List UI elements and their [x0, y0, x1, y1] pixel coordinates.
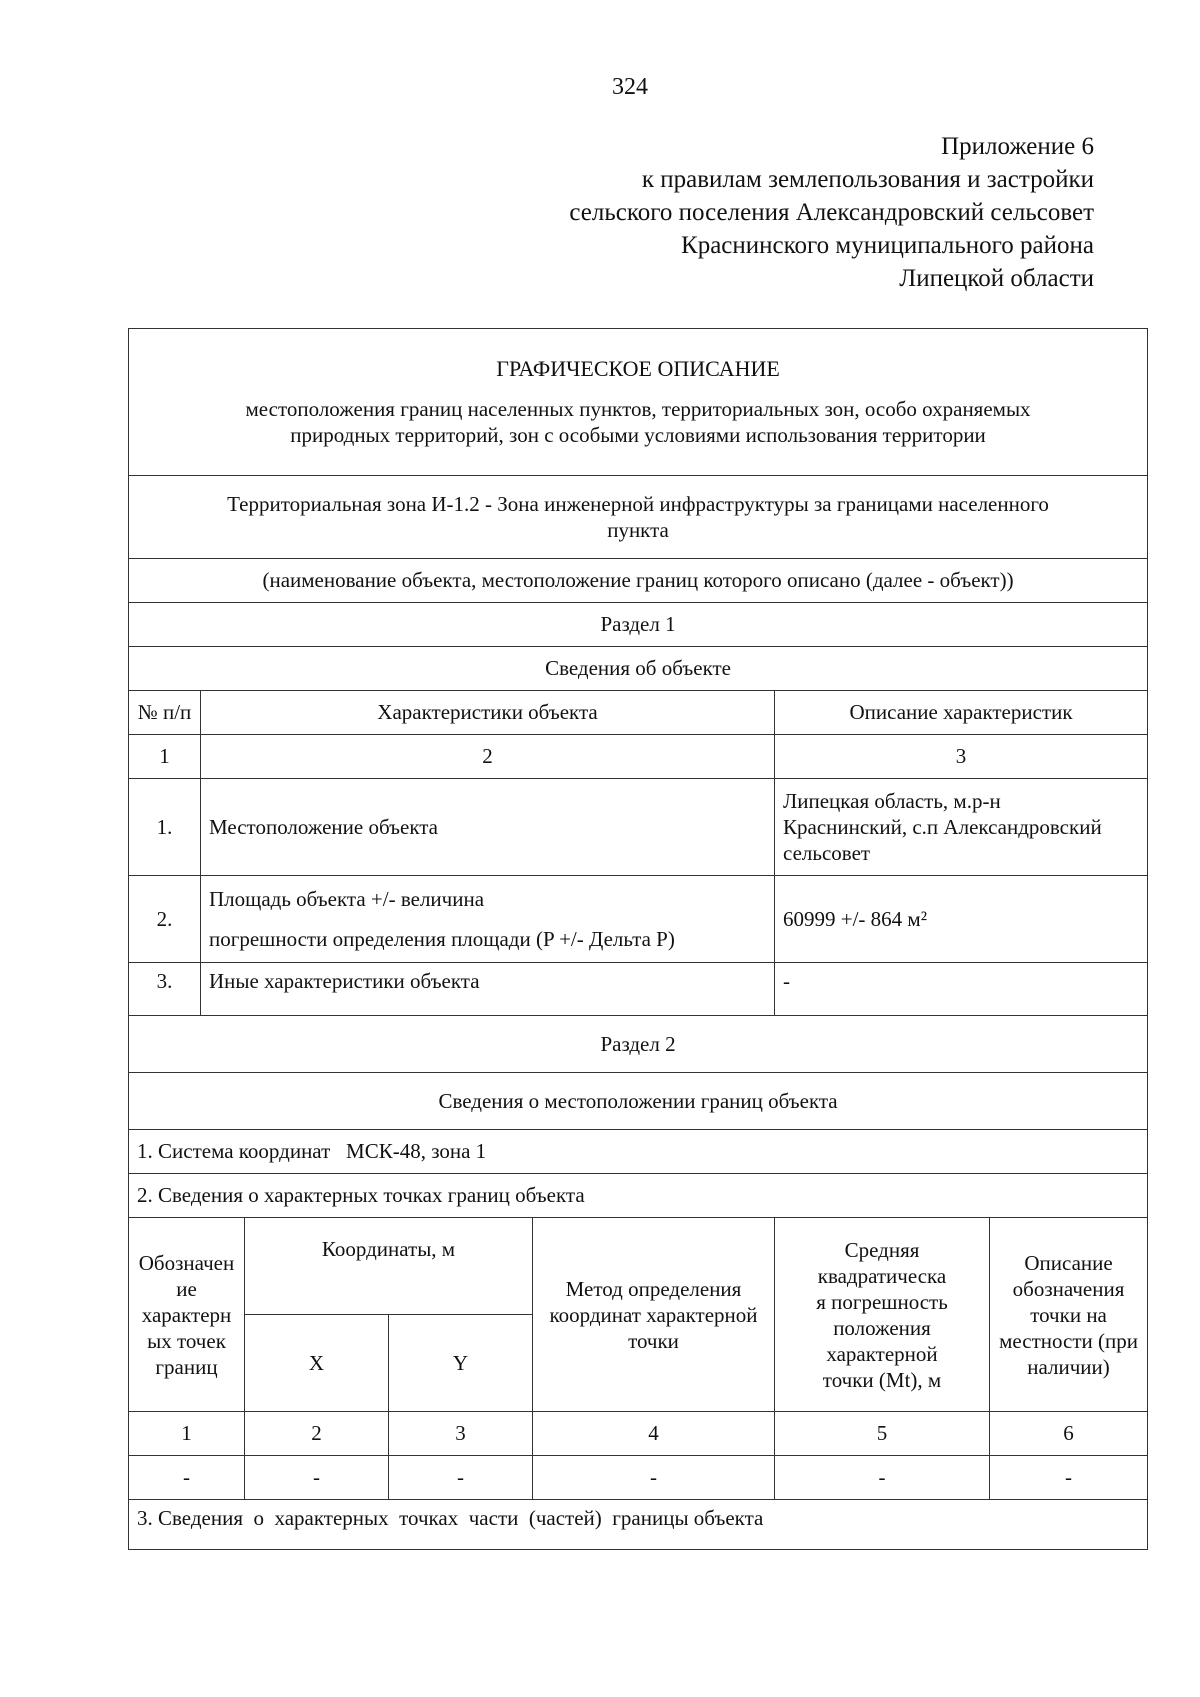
characteristic-value: -	[775, 963, 1148, 1016]
row-number: 2.	[129, 876, 201, 963]
zone-line: Территориальная зона И-1.2 - Зона инженерной инфраструктуры за границами населенного	[227, 492, 1049, 516]
name-line: погрешности определения площади (P +/- Дельта P)	[209, 927, 675, 951]
col-y: Y	[389, 1315, 533, 1412]
header-line: Обозначен	[138, 1250, 235, 1275]
characteristic-value	[775, 779, 1148, 876]
col-x: X	[245, 1315, 389, 1412]
points-title: 2. Сведения о характерных точках границ объекта	[129, 1174, 1148, 1218]
row-number: 1.	[129, 779, 201, 876]
col-method	[533, 1218, 775, 1412]
document-header	[129, 329, 1148, 476]
table-cell: -	[990, 1456, 1148, 1500]
col-header-description: Описание характеристик	[775, 691, 1148, 735]
document-subtitle	[137, 396, 1139, 448]
page-number: 324	[612, 74, 648, 100]
table-cell: -	[775, 1456, 990, 1500]
header-line: точки (Mt), м	[822, 1367, 942, 1392]
value-line: Липецкая область, м.р-н	[783, 789, 1001, 813]
header-line: положения	[833, 1315, 931, 1340]
characteristic-name	[201, 876, 775, 963]
header-line: ых точек	[147, 1328, 226, 1353]
section2-title: Раздел 2	[129, 1016, 1148, 1073]
coordinate-system-value: МСК-48, зона 1	[346, 1139, 487, 1163]
section1-title: Раздел 1	[129, 603, 1148, 647]
value-line: Краснинский, с.п Александровский	[783, 815, 1102, 839]
col-number: 3	[775, 735, 1148, 779]
header-line: границ	[155, 1354, 218, 1379]
col-point-designation	[129, 1218, 245, 1412]
coordinate-system-label: 1. Система координат	[137, 1139, 331, 1163]
col-number: 2	[201, 735, 775, 779]
col-number: 4	[533, 1412, 775, 1456]
zone-name	[129, 476, 1148, 559]
graphic-description-table	[128, 328, 1148, 1550]
header-line: характерн	[141, 1302, 232, 1327]
col-header-characteristics: Характеристики объекта	[201, 691, 775, 735]
header-line: я погрешность	[816, 1289, 948, 1314]
zone-line: пункта	[607, 518, 669, 542]
row-number: 3.	[129, 963, 201, 1016]
value-line: сельсовет	[783, 841, 871, 865]
object-caption: (наименование объекта, местоположение границ которого описано (далее - объект))	[129, 559, 1148, 603]
header-line: координат характерной	[549, 1302, 758, 1327]
header-line: местности (при	[999, 1328, 1138, 1353]
table-cell: -	[129, 1456, 245, 1500]
subtitle-line: местоположения границ населенных пунктов, территориальных зон, особо охраняемых	[245, 397, 1031, 421]
table-cell: -	[389, 1456, 533, 1500]
characteristic-value: 60999 +/- 864 м²	[775, 876, 1148, 963]
characteristic-name: Местоположение объекта	[201, 779, 775, 876]
col-number: 2	[245, 1412, 389, 1456]
header-line: точки на	[1030, 1302, 1107, 1327]
name-line: Площадь объекта +/- величина	[209, 887, 485, 911]
appendix-header	[569, 130, 1094, 295]
col-number: 5	[775, 1412, 990, 1456]
col-number: 1	[129, 735, 201, 779]
parts-title: 3. Сведения о характерных точках части (частей) границы объекта	[129, 1500, 1148, 1550]
header-line: обозначения	[1012, 1276, 1125, 1301]
header-line: точки	[628, 1328, 679, 1353]
header-line: характерной	[826, 1341, 938, 1366]
header-line: квадратическа	[817, 1263, 947, 1288]
appendix-line: Липецкой области	[899, 265, 1094, 292]
col-point-description	[990, 1218, 1148, 1412]
appendix-line: Приложение 6	[941, 133, 1094, 160]
header-line: Описание	[1024, 1250, 1113, 1275]
col-coordinates: Координаты, м	[245, 1218, 533, 1315]
coordinate-system	[129, 1130, 1148, 1174]
col-header-num: № п/п	[129, 691, 201, 735]
header-line: ие	[176, 1276, 197, 1301]
table-cell: -	[533, 1456, 775, 1500]
header-line: Средняя	[844, 1237, 920, 1262]
header-line: наличии)	[1027, 1354, 1110, 1379]
section2-subtitle: Сведения о местоположении границ объекта	[129, 1073, 1148, 1130]
appendix-line: Краснинского муниципального района	[681, 232, 1094, 259]
characteristic-name: Иные характеристики объекта	[201, 963, 775, 1016]
document-title: ГРАФИЧЕСКОЕ ОПИСАНИЕ	[496, 356, 780, 381]
table-cell: -	[245, 1456, 389, 1500]
col-number: 1	[129, 1412, 245, 1456]
appendix-line: к правилам землепользования и застройки	[641, 166, 1094, 193]
section1-subtitle: Сведения об объекте	[129, 647, 1148, 691]
appendix-line: сельского поселения Александровский сельсовет	[569, 199, 1094, 226]
header-line: Метод определения	[565, 1276, 742, 1301]
col-number: 6	[990, 1412, 1148, 1456]
col-error	[775, 1218, 990, 1412]
subtitle-line: природных территорий, зон с особыми условиями использования территории	[290, 423, 986, 447]
col-number: 3	[389, 1412, 533, 1456]
